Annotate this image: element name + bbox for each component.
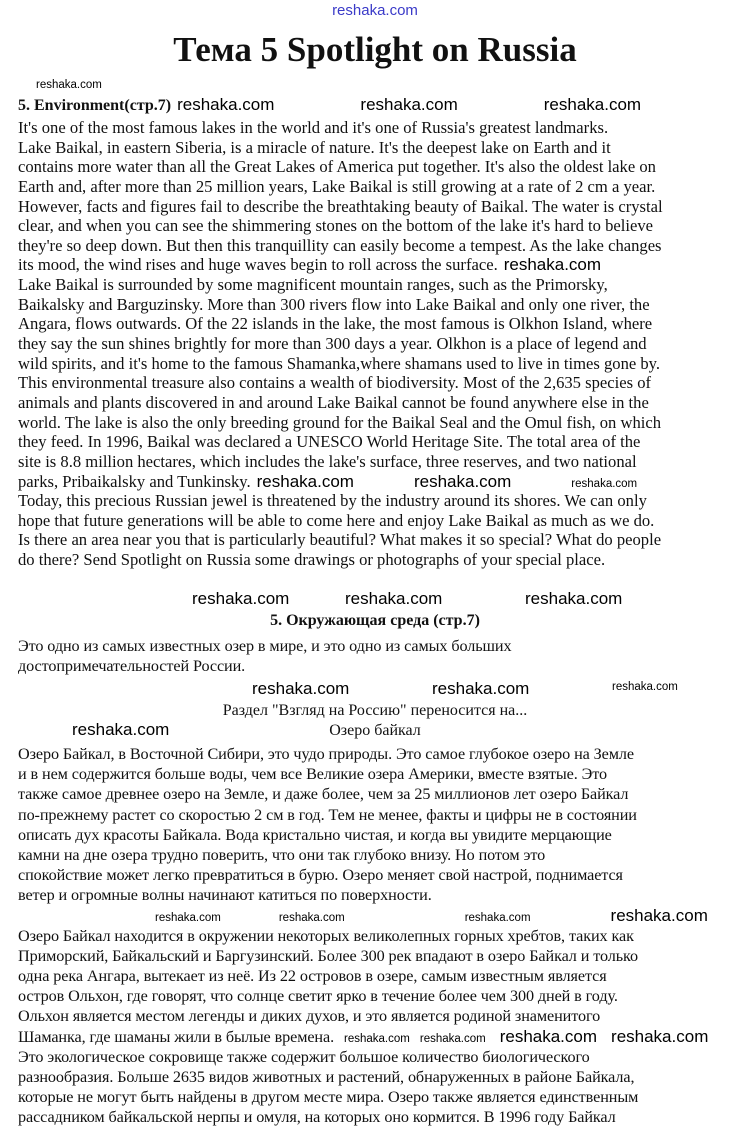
text-line bbox=[18, 393, 663, 413]
text-line-content: Lake Baikal is surrounded by some magnificent mountain ranges, such as the Primorsky, bbox=[18, 275, 608, 295]
text-line-content: Lake Baikal, in eastern Siberia, is a miracle of nature. It's the deepest lake on Earth and it bbox=[18, 137, 611, 157]
text-line bbox=[18, 865, 708, 885]
text-line bbox=[18, 236, 663, 256]
text-line-content: и в нем содержится больше воды, чем все Великие озера Америки, вместе взятые. Это bbox=[18, 765, 607, 784]
watermark: reshaka.com bbox=[525, 589, 623, 608]
text-line-content: ветер и огромные волны начинают катиться по поверхности. bbox=[18, 886, 432, 905]
text-line-content: Is there an area near you that is particularly beautiful? What makes it so special? What do people bbox=[18, 530, 662, 550]
text-line bbox=[18, 1047, 708, 1067]
watermark: reshaka.com bbox=[360, 95, 458, 114]
text-line-content: Приморский, Байкальский и Баргузинский. Более 300 рек впадают в озеро Байкал и только bbox=[18, 946, 638, 965]
text-line-content: одна река Ангара, вытекает из неё. Из 22 островов в озере, самым известным является bbox=[18, 967, 607, 986]
text-line-content: world. The lake is also the only breeding ground for the Baikal Seal and the Omul fish, on which bbox=[18, 412, 662, 432]
watermark: reshaka.com bbox=[72, 720, 170, 739]
watermark: reshaka.com bbox=[612, 681, 678, 693]
text-line bbox=[18, 157, 663, 177]
text-line-content: описать дух красоты Байкала. Вода кристально чистая, и когда вы увидите мерцающие bbox=[18, 825, 612, 844]
text-line-content: Озеро Байкал, в Восточной Сибири, это чудо природы. Это самое глубокое озеро на Земле bbox=[18, 745, 634, 763]
watermark: reshaka.com bbox=[413, 471, 512, 491]
watermark: reshaka.com bbox=[192, 589, 290, 608]
text-line-content: This environmental treasure also contains a wealth of biodiversity. Most of the 2,635 species of bbox=[18, 373, 652, 393]
watermark: reshaka.com bbox=[611, 1026, 709, 1046]
text-line-content: It's one of the most famous lakes in the world and it's one of Russia's greatest landmarks. bbox=[18, 118, 609, 137]
text-line bbox=[18, 530, 663, 550]
text-line bbox=[18, 413, 663, 433]
text-line bbox=[18, 138, 663, 158]
watermark: reshaka.com bbox=[543, 95, 642, 114]
text-line-content: также самое древнее озеро на Земле, и даже более, чем за 25 миллионов лет озеро Байкал bbox=[18, 785, 629, 804]
text-line bbox=[18, 946, 708, 966]
text-line bbox=[18, 805, 708, 825]
text-line-content: Today, this precious Russian jewel is threatened by the industry around its shores. We can only bbox=[18, 491, 647, 511]
text-line-content: animals and plants discovered in and around Lake Baikal cannot be found anywhere else in the bbox=[18, 392, 649, 412]
watermark: reshaka.com bbox=[503, 255, 602, 275]
text-line-content: they say the sun shines brightly for more than 300 days a year. Olkhon is a place of legend and bbox=[18, 334, 647, 354]
watermark: reshaka.com bbox=[155, 911, 221, 924]
text-line bbox=[18, 334, 663, 354]
russian-intro bbox=[18, 636, 511, 676]
watermark: reshaka.com bbox=[464, 911, 531, 924]
text-line bbox=[18, 784, 708, 804]
text-line-content: do there? Send Spotlight on Russia some drawings or photographs of your special place. bbox=[18, 550, 606, 570]
text-line bbox=[18, 764, 708, 784]
text-line bbox=[18, 197, 663, 217]
page-title: Тема 5 Spotlight on Russia bbox=[173, 30, 577, 69]
text-line-content: разнообразия. Больше 2635 видов животных и растений, обнаруженных в районе Байкала, bbox=[18, 1068, 635, 1086]
watermark: reshaka.com bbox=[252, 679, 350, 698]
text-line bbox=[18, 452, 663, 472]
text-line-content: clear, and when you can see the shimmering stones on the bottom of the lake it's hard to believe bbox=[18, 216, 654, 236]
text-line bbox=[18, 550, 663, 570]
text-line-content: they're so deep down. But then this tranquillity can easily become a tempest. As the lake changes bbox=[18, 235, 662, 255]
text-line bbox=[18, 295, 663, 315]
text-line-content: остров Ольхон, где говорят, что солнце светит ярко в течение более чем 300 дней в году. bbox=[18, 987, 618, 1006]
text-line bbox=[18, 845, 708, 865]
text-line-content: Baikalsky and Barguzinsky. More than 300 rivers flow into Lake Baikal and only one river, the bbox=[18, 294, 650, 314]
text-line bbox=[18, 216, 663, 236]
text-line bbox=[18, 373, 663, 393]
text-line bbox=[18, 354, 663, 374]
text-line bbox=[18, 825, 708, 845]
text-line bbox=[18, 885, 708, 905]
english-heading: 5. Environment(стр.7) bbox=[18, 97, 172, 114]
watermark: reshaka.com bbox=[177, 95, 275, 114]
text-line bbox=[18, 432, 663, 452]
text-line-content: wild spirits, and it's home to the famous Shamanka,where shamans used to live in times gone by. bbox=[18, 353, 661, 373]
russian-heading: 5. Окружающая среда (стр.7) bbox=[270, 612, 480, 629]
watermark: reshaka.com bbox=[345, 589, 443, 608]
text-line: достопримечательностей России. bbox=[18, 657, 246, 676]
text-line-content: they feed. In 1996, Baikal was declared a UNESCO World Heritage Site. The total area of the bbox=[18, 432, 641, 452]
russian-subtitle: Озеро байкал bbox=[329, 722, 421, 739]
russian-text bbox=[18, 744, 708, 1128]
text-line-content: contains more water than all the Great Lakes of America put together. It's also the oldest lake on bbox=[18, 157, 656, 177]
text-line-content: parks, Pribaikalsky and Tunkinsky. bbox=[18, 471, 251, 491]
text-line bbox=[18, 926, 708, 946]
text-line bbox=[18, 1067, 708, 1087]
text-line bbox=[18, 1006, 708, 1026]
watermark: reshaka.com bbox=[610, 905, 708, 925]
text-line bbox=[18, 1107, 708, 1127]
text-line bbox=[18, 472, 663, 492]
text-line-content: its mood, the wind rises and huge waves begin to roll across the surface. bbox=[18, 255, 498, 275]
text-line-content: которые не могут быть найдены в другом месте мира. Озеро также является единственным bbox=[18, 1088, 639, 1107]
text-line-content: Ольхон является местом легенды и диких духов, и это является родиной знаменитого bbox=[18, 1007, 601, 1026]
section-note: Раздел "Взгляд на Россию" переносится на... bbox=[222, 702, 528, 719]
text-line-content: камни на дне озера трудно поверить, что они так глубоко внизу. Но потом это bbox=[18, 845, 546, 864]
text-line-content: hope that future generations will be able to come here and enjoy Lake Baikal as much as we do. bbox=[18, 510, 655, 530]
english-heading-row bbox=[18, 95, 641, 116]
text-line-content: спокойствие может легко превратиться в бурю. Озеро меняет свой настрой, поднимается bbox=[18, 866, 623, 885]
watermark-row bbox=[18, 906, 708, 926]
text-line-content: Шаманка, где шаманы жили в былые времена. bbox=[18, 1027, 335, 1046]
watermark: reshaka.com bbox=[432, 679, 530, 698]
text-line-content: по-прежнему растет со скоростью 2 см в год. Тем не менее, факты и цифры не в состоянии bbox=[18, 805, 637, 824]
watermark: reshaka.com bbox=[344, 1032, 410, 1045]
text-line bbox=[18, 1087, 708, 1107]
watermark: reshaka.com bbox=[499, 1026, 598, 1046]
site-link[interactable]: reshaka.com bbox=[332, 2, 418, 19]
text-line-content: Озеро Байкал находится в окружении некоторых великолепных горных хребтов, таких как bbox=[18, 926, 634, 945]
text-line: Это одно из самых известных озер в мире, и это одно из самых больших bbox=[18, 637, 512, 655]
text-line-content: Это экологическое сокровище также содержит большое количество биологического bbox=[18, 1047, 590, 1066]
text-line-content: Earth and, after more than 25 million years, Lake Baikal is still growing at a rate of 2 cm a year. bbox=[18, 176, 656, 196]
text-line bbox=[18, 275, 663, 295]
text-line bbox=[18, 314, 663, 334]
watermark: reshaka.com bbox=[278, 911, 345, 924]
watermark: reshaka.com bbox=[36, 79, 102, 91]
text-line bbox=[18, 118, 663, 138]
text-line-content: However, facts and figures fail to describe the breathtaking beauty of Baikal. The water is crystal bbox=[18, 196, 663, 216]
text-line bbox=[18, 255, 663, 275]
text-line bbox=[18, 511, 663, 531]
text-line bbox=[18, 744, 708, 764]
watermark: reshaka.com bbox=[571, 477, 638, 490]
text-line bbox=[18, 177, 663, 197]
english-text bbox=[18, 118, 663, 570]
text-line-content: рассадником байкальской нерпы и омуля, на которых оно кормится. В 1996 году Байкал bbox=[18, 1108, 616, 1127]
text-line-content: site is 8.8 million hectares, which includes the lake's surface, three reserves, and two national bbox=[18, 451, 637, 471]
text-line-content: Angara, flows outwards. Of the 22 islands in the lake, the most famous is Olkhon Island, where bbox=[18, 314, 653, 334]
text-line bbox=[18, 986, 708, 1006]
watermark: reshaka.com bbox=[419, 1032, 486, 1045]
text-line bbox=[18, 966, 708, 986]
text-line bbox=[18, 1027, 708, 1047]
text-line bbox=[18, 491, 663, 511]
watermark: reshaka.com bbox=[256, 471, 354, 491]
